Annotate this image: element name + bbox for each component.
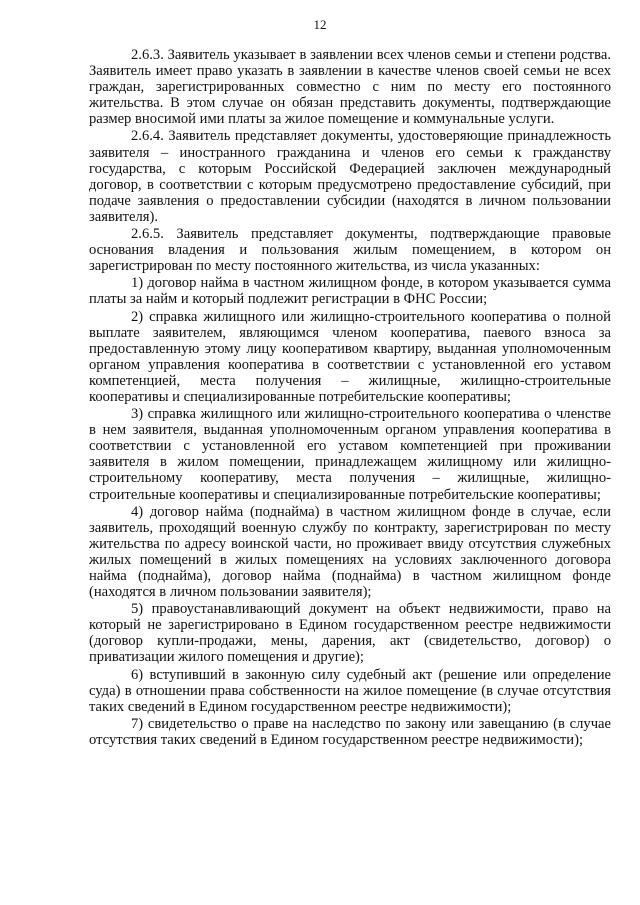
list-item-5: 5) правоустанавливающий документ на объект недвижимости, право на который не зарегистрировано в Едином государственном реестре недвижимости (договор купли-продажи, мены, дарения, акт (свидетельство, договор) о приватизации жилого помещения и другие); (89, 601, 611, 666)
list-item-7: 7) свидетельство о праве на наследство по закону или завещанию (в случае отсутствия таких сведений в Едином государственном реестре недвижимости); (89, 715, 611, 748)
paragraph-2-6-3: 2.6.3. Заявитель указывает в заявлении всех членов семьи и степени родства. Заявитель имеет право указать в заявлении в качестве членов своей семьи не всех граждан, зарегистрированных совместно с ним по месту его постоянного жительства. В этом случае он обязан представить документы, подтверждающие размер вносимой ими платы за жилое помещение и коммунальные услуги. (89, 47, 611, 128)
list-item-4: 4) договор найма (поднайма) в частном жилищном фонде в случае, если заявитель, проходящий военную службу по контракту, зарегистрирован по месту жительства по адресу воинской части, но проживает ввиду отсутствия служебных жилых помещений в жилых помещениях на условиях заключенного договора найма (поднайма), договор найма (поднайма) в частном жилищном фонде (находятся в личном пользовании заявителя); (89, 503, 611, 601)
list-item-3: 3) справка жилищного или жилищно-строительного кооператива о членстве в нем заявителя, выданная уполномоченным органом управления кооператива в соответствии с установленной его уставом компетенцией при проживании заявителя в жилом помещении, принадлежащем жилищному или жилищно-строительному кооперативу, места получения – жилищные, жилищно-строительные кооперативы и специализированные потребительские кооперативы; (89, 406, 611, 503)
list-item-2: 2) справка жилищного или жилищно-строительного кооператива о полной выплате заявителем, являющимся членом кооператива, паевого взноса за предоставленную этому лицу кооперативом квартиру, выданная уполномоченным органом управления кооператива в соответствии с установленной его уставом компетенцией, места получения – жилищные, жилищно-строительные кооперативы и специализированные потребительские кооперативы; (89, 308, 611, 405)
page-number: 12 (313, 17, 327, 32)
list-item-1: 1) договор найма в частном жилищном фонде, в котором указывается сумма платы за найм и который подлежит регистрации в ФНС России; (89, 275, 611, 308)
paragraph-2-6-4: 2.6.4. Заявитель представляет документы, удостоверяющие принадлежность заявителя – иностранного гражданина и членов его семьи к гражданству государства, с которым Российской Федерацией заключен международный договор, в соответствии с которым предусмотрено предоставление субсидий, при подаче заявления о предоставлении субсидии (находятся в личном пользовании заявителя). (89, 128, 611, 225)
document-body (89, 47, 611, 749)
list-item-6: 6) вступивший в законную силу судебный акт (решение или определение суда) в отношении права собственности на жилое помещение (в случае отсутствия таких сведений в Едином государственном реестре недвижимости); (89, 666, 611, 715)
paragraph-2-6-5: 2.6.5. Заявитель представляет документы, подтверждающие правовые основания владения и пользования жилым помещением, в котором он зарегистрирован по месту постоянного жительства, из числа указанных: (89, 226, 611, 275)
